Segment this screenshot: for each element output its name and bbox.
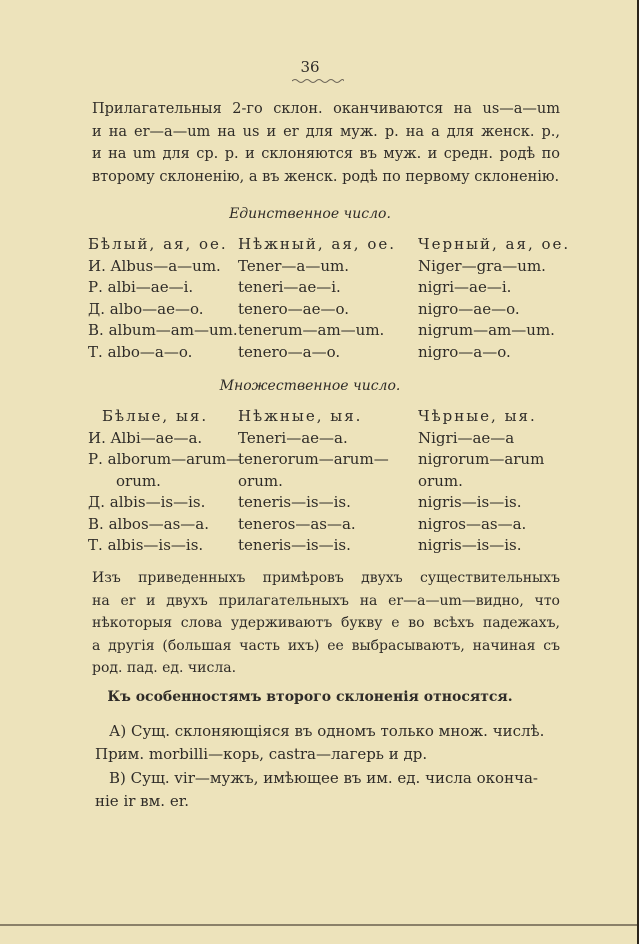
singular-heading: Единственное число. (229, 206, 391, 222)
cell: nigro—a—o. (418, 342, 511, 361)
cell: nigros—as—a. (418, 514, 527, 533)
table-row (88, 321, 568, 343)
cell: Tener—a—um. (238, 256, 350, 275)
page-bottom-edge (0, 924, 637, 926)
cell: Р. albi—ae—i. (88, 278, 194, 296)
cell: nigri—ae—i. (418, 278, 512, 296)
cell: teneris—is—is. (238, 493, 351, 511)
examples-paragraph (92, 567, 560, 680)
table-row (88, 515, 568, 537)
cell: nigrum—am—um. (418, 321, 555, 339)
table-row (88, 472, 568, 494)
cell: nigris—is—is. (418, 536, 522, 554)
ornament-rule (292, 78, 344, 84)
item-a (95, 720, 557, 765)
examples-line: на er и двухъ прилагательныхъ на er—a—um—видно, что (92, 592, 560, 609)
header-black: Чѣрные, ыя. (418, 407, 537, 425)
cell: teneri—ae—i. (238, 278, 341, 296)
cell: nigrorum—arum (418, 450, 545, 468)
item-b-line: В) Сущ. vir—мужъ, имѣющее въ им. ед. числа оконча- (109, 769, 539, 787)
cell: Т. albis—is—is. (88, 536, 204, 554)
table-header-row (88, 235, 571, 257)
cell: teneros—as—a. (238, 514, 356, 533)
cell: tenero—ae—o. (238, 299, 349, 318)
item-a-line: Прим. morbilli—корь, castra—лагерь и др. (95, 744, 428, 763)
cell: Nigri—ae—a (418, 428, 515, 447)
header-white: Бѣлые, ыя. (102, 407, 209, 425)
page-number: 36 (300, 58, 320, 76)
cell: И. Albi—ae—a. (88, 428, 203, 447)
table-row (88, 536, 568, 558)
cell: Т. albo—a—o. (88, 342, 193, 361)
cell: orum. (116, 471, 161, 490)
cell: В. album—am—um. (88, 321, 238, 339)
table-row (88, 493, 568, 515)
examples-line: а другія (большая часть ихъ) ее выбрасываютъ, начиная съ (92, 637, 560, 654)
cell: Д. albo—ae—o. (88, 299, 204, 318)
intro-line: второму склоненію, а въ женск. родѣ по первому склоненію. (92, 168, 560, 185)
cell: Niger—gra—um. (418, 256, 546, 275)
item-b (95, 767, 557, 812)
table-row (88, 343, 568, 365)
cell: tenerorum—arum— (238, 450, 389, 468)
examples-line: Изъ приведенныхъ примѣровъ двухъ существительныхъ (92, 570, 560, 586)
cell: tenerum—am—um. (238, 321, 385, 339)
cell: nigro—ae—o. (418, 299, 520, 318)
table-row (88, 257, 568, 279)
table-header-row (88, 407, 568, 429)
cell: orum. (238, 471, 283, 490)
header-tender: Нѣжные, ыя. (238, 407, 363, 425)
cell: Teneri—ae—a. (238, 428, 348, 447)
section-title: Къ особенностямъ второго склоненія относятся. (107, 689, 513, 705)
examples-line: род. пад. ед. числа. (92, 660, 237, 676)
cell: orum. (418, 471, 463, 490)
table-row (88, 429, 568, 451)
table-row (88, 278, 568, 300)
header-black: Черный, ая, ое. (418, 235, 571, 253)
cell: Р. alborum—arum— (88, 450, 242, 468)
plural-table (88, 407, 568, 558)
table-row (88, 300, 568, 322)
intro-line: и на er—a—um на us и er для муж. р. на a для женск. р., (92, 123, 560, 140)
table-row (88, 450, 568, 472)
header-tender: Нѣжный, ая, ое. (238, 235, 397, 253)
cell: teneris—is—is. (238, 536, 351, 554)
intro-line: и на um для ср. р. и склоняются въ муж. и средн. родѣ по (92, 146, 560, 162)
cell: tenero—a—o. (238, 342, 341, 361)
plural-heading: Множественное число. (219, 378, 401, 394)
item-b-line: ніе ir вм. er. (95, 791, 189, 810)
intro-line: Прилагательныя 2-го склон. оканчиваются на us—a—um (92, 101, 560, 117)
examples-line: нѣкоторыя слова удерживаютъ букву e во всѣхъ падежахъ, (92, 615, 560, 631)
cell: И. Albus—a—um. (88, 256, 221, 275)
cell: Д. albis—is—is. (88, 493, 206, 511)
cell: В. albos—as—a. (88, 514, 210, 533)
singular-table (88, 235, 571, 364)
item-a-line: А) Сущ. склоняющіяся въ одномъ только множ. числѣ. (109, 722, 545, 740)
intro-paragraph (92, 98, 560, 188)
header-white: Бѣлый, ая, ое. (88, 235, 228, 253)
cell: nigris—is—is. (418, 493, 522, 511)
